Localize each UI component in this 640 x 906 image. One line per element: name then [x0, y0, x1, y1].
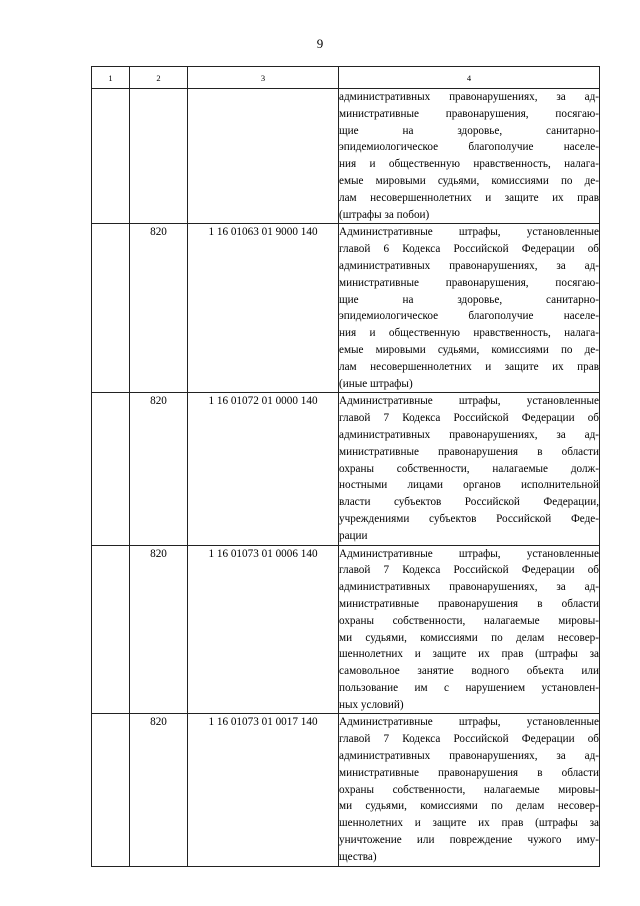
description-cell [339, 224, 600, 393]
description-cell [339, 89, 600, 224]
description-line: щие на здоровье, санитарно- [339, 293, 599, 306]
administrator-code-cell: 820 [130, 714, 188, 866]
description-line: щие на здоровье, санитарно- [339, 124, 599, 137]
description-line: лам несовершеннолетних и защите их прав [339, 191, 599, 204]
administrator-code-cell [130, 89, 188, 224]
page-number: 9 [316, 36, 324, 51]
description-line: административных правонарушениях, за ад- [339, 259, 599, 272]
description-line: учреждениями субъектов Российской Феде- [339, 512, 599, 525]
description-cell [339, 714, 600, 866]
description-line: ния и общественную нравственность, налага- [339, 327, 599, 340]
table-row [92, 393, 600, 545]
column-header-2: 2 [130, 67, 188, 89]
description-line: Административные штрафы, установленные [339, 395, 599, 408]
table-row [92, 89, 600, 224]
description-line: министративные правонарушения, посягаю- [339, 276, 599, 289]
description-line: главой 6 Кодекса Российской Федерации об [339, 243, 599, 256]
table-row [92, 224, 600, 393]
description-line: емые мировыми судьями, комиссиями по де- [339, 343, 599, 356]
administrator-code-cell: 820 [130, 393, 188, 545]
description-line: емые мировыми судьями, комиссиями по де- [339, 174, 599, 187]
administrator-code-cell: 820 [130, 224, 188, 393]
column-number-row [92, 67, 600, 89]
description-line: ных условий) [339, 698, 404, 711]
description-line: ми судьями, комиссиями по делам несовер- [339, 800, 599, 813]
row-cell-col1 [92, 224, 130, 393]
description-line: ния и общественную нравственность, налага- [339, 158, 599, 171]
description-line: министративные правонарушения, посягаю- [339, 107, 599, 120]
description-cell [339, 545, 600, 714]
description-line: шеннолетних и защите их прав (штрафы за [339, 817, 599, 830]
description-line: административных правонарушениях, за ад- [339, 750, 599, 763]
classification-code-cell [188, 89, 339, 224]
description-line: министративные правонарушения в области [339, 445, 599, 458]
description-line: шеннолетних и защите их прав (штрафы за [339, 648, 599, 661]
row-cell-col1 [92, 714, 130, 866]
description-line: пользование им с нарушением установлен- [339, 681, 599, 694]
classification-code-cell: 1 16 01073 01 0006 140 [188, 545, 339, 714]
column-header-1: 1 [92, 67, 130, 89]
description-line: административных правонарушениях, за ад- [339, 428, 599, 441]
description-line: Административные штрафы, установленные [339, 716, 599, 729]
description-line: охраны собственности, налагаемые мировы- [339, 614, 599, 627]
table-row [92, 545, 600, 714]
description-line: (штрафы за побои) [339, 208, 430, 221]
classification-code-cell: 1 16 01072 01 0000 140 [188, 393, 339, 545]
description-cell [339, 393, 600, 545]
description-line: охраны собственности, налагаемые долж- [339, 462, 599, 475]
description-line: эпидемиологическое благополучие населе- [339, 310, 599, 323]
table-body [92, 89, 600, 867]
description-line: охраны собственности, налагаемые мировы- [339, 783, 599, 796]
description-line: административных правонарушениях, за ад- [339, 581, 599, 594]
description-line: щества) [339, 850, 377, 863]
description-line: административных правонарушениях, за ад- [339, 91, 599, 103]
row-cell-col1 [92, 393, 130, 545]
description-line: главой 7 Кодекса Российской Федерации об [339, 412, 599, 425]
description-line: министративные правонарушения в области [339, 597, 599, 610]
description-line: власти субъектов Российской Федерации, [339, 496, 599, 509]
budget-classification-table [91, 66, 600, 867]
description-line: ми судьями, комиссиями по делам несовер- [339, 631, 599, 644]
description-line: рации [339, 529, 368, 542]
description-line: Административные штрафы, установленные [339, 547, 599, 560]
column-header-4: 4 [339, 67, 600, 89]
description-line: министративные правонарушения в области [339, 766, 599, 779]
description-line: Административные штрафы, установленные [339, 226, 599, 239]
row-cell-col1 [92, 545, 130, 714]
table-row [92, 714, 600, 866]
description-line: эпидемиологическое благополучие населе- [339, 141, 599, 154]
description-line: главой 7 Кодекса Российской Федерации об [339, 733, 599, 746]
classification-code-cell: 1 16 01063 01 9000 140 [188, 224, 339, 393]
row-cell-col1 [92, 89, 130, 224]
description-line: главой 7 Кодекса Российской Федерации об [339, 564, 599, 577]
administrator-code-cell: 820 [130, 545, 188, 714]
description-line: лам несовершеннолетних и защите их прав [339, 360, 599, 373]
column-header-3: 3 [188, 67, 339, 89]
description-line: (иные штрафы) [339, 377, 413, 390]
description-line: самовольное занятие водного объекта или [339, 665, 599, 678]
description-line: уничтожение или повреждение чужого иму- [339, 834, 599, 847]
description-line: ностными лицами органов исполнительной [339, 479, 599, 492]
classification-code-cell: 1 16 01073 01 0017 140 [188, 714, 339, 866]
